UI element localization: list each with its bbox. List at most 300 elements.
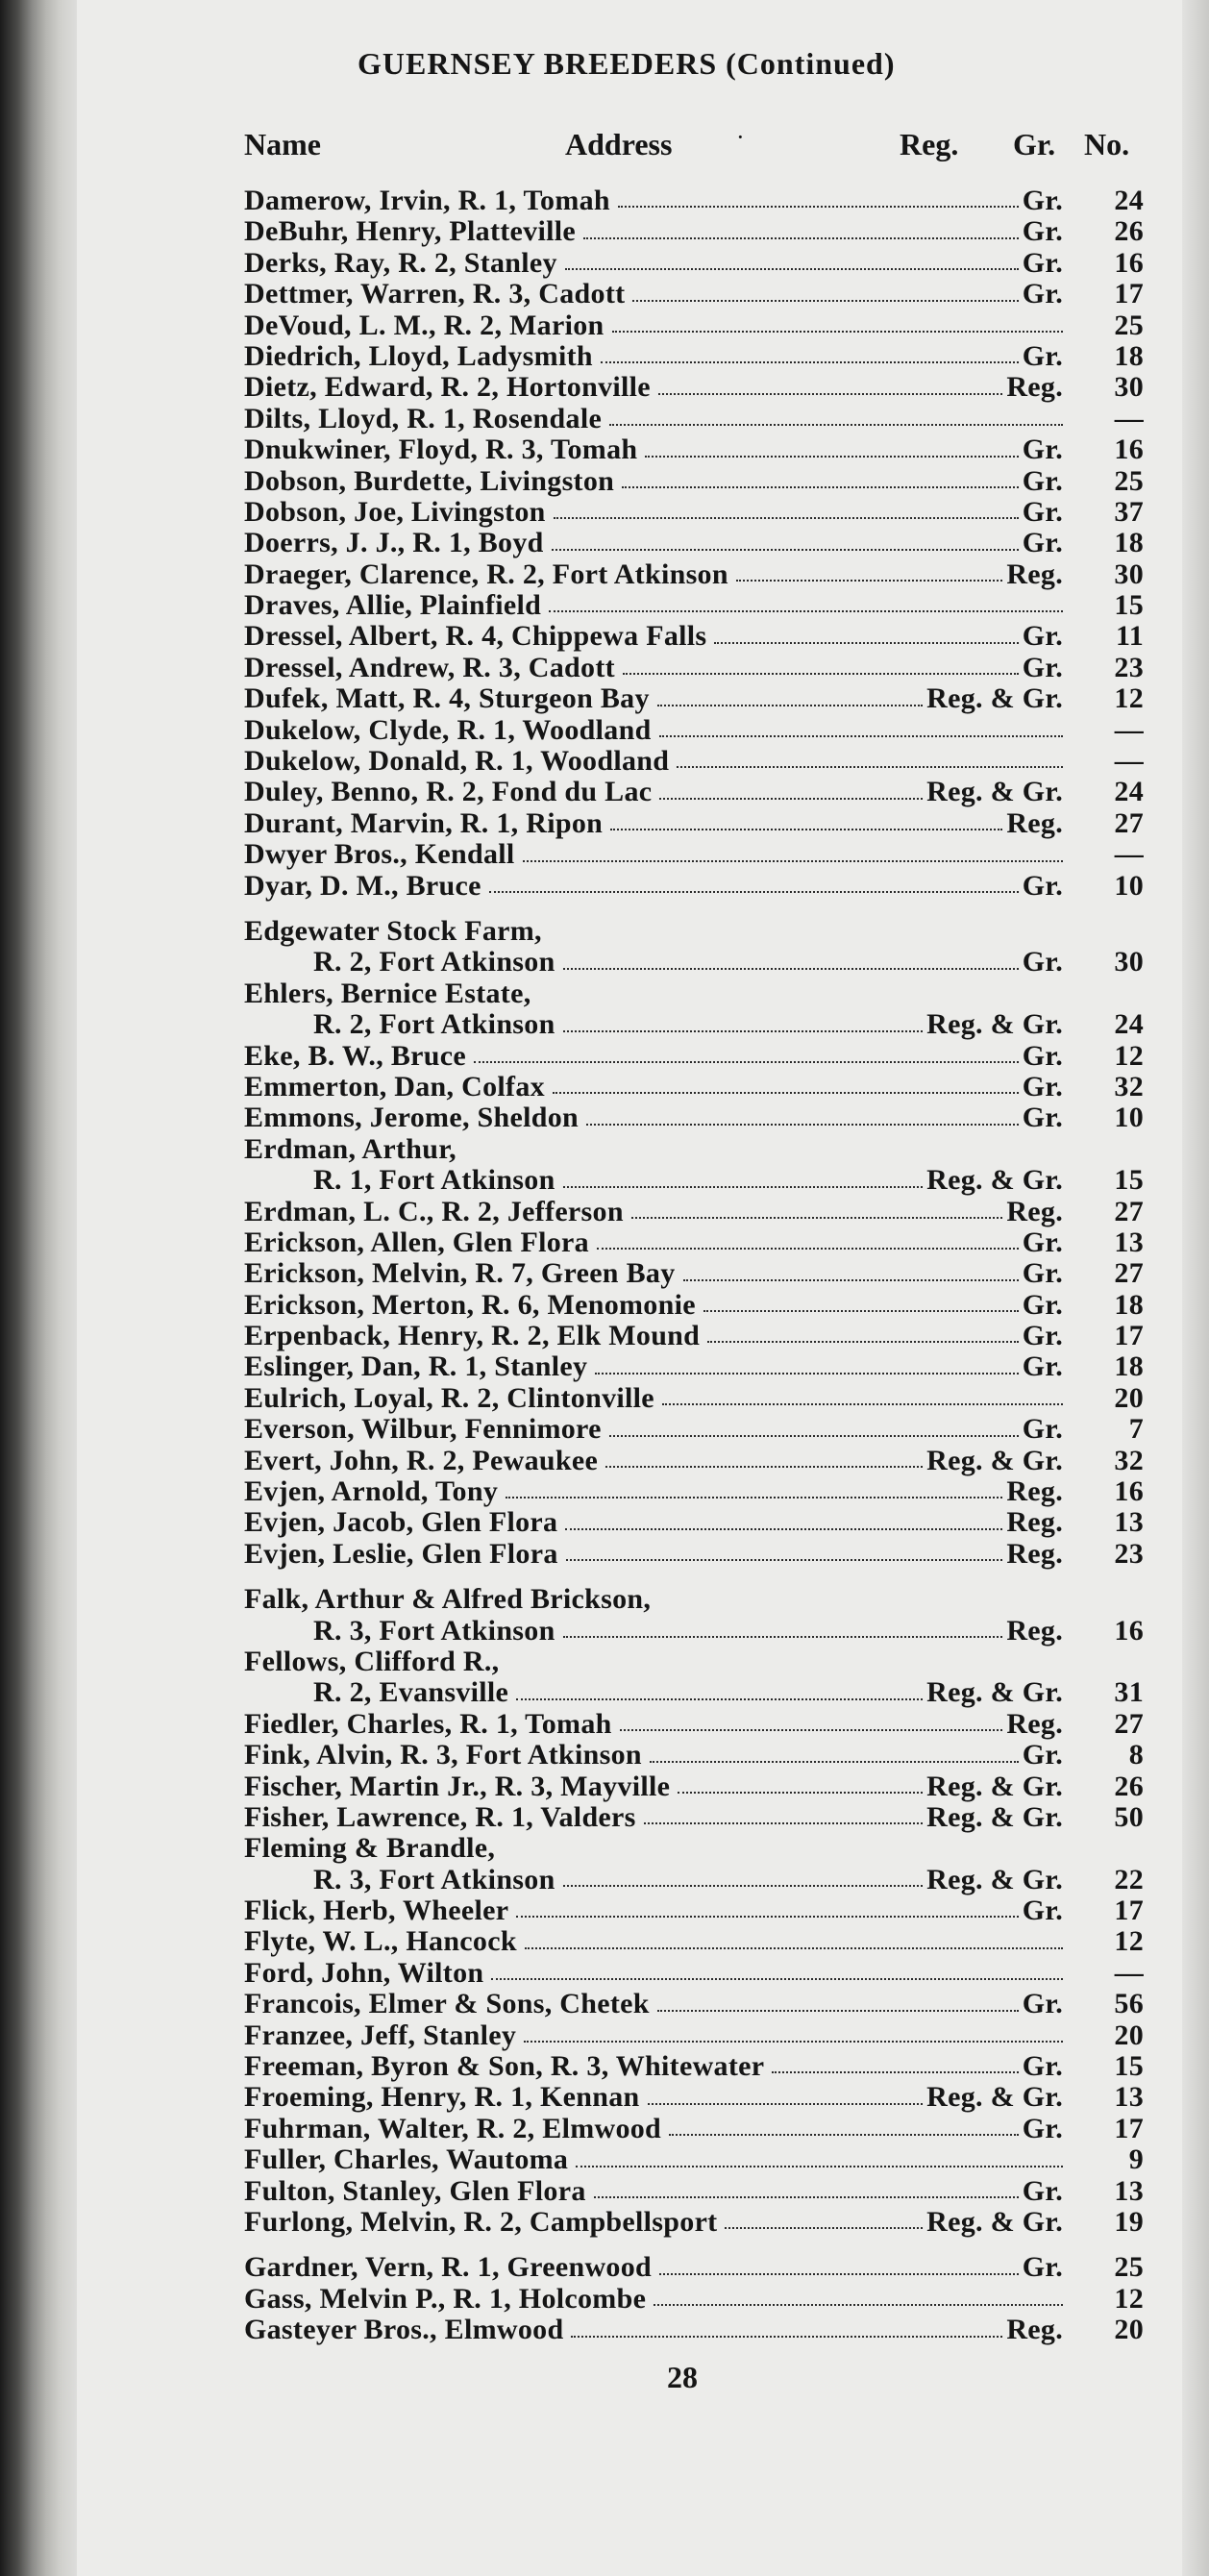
breeder-name-address: Dobson, Burdette, Livingston bbox=[244, 464, 615, 497]
dot-leader bbox=[523, 860, 1063, 862]
dot-leader bbox=[594, 2196, 1019, 2198]
breeder-name-address: Gardner, Vern, R. 1, Greenwood bbox=[244, 2251, 653, 2284]
dot-leader bbox=[623, 673, 1019, 675]
registration-code: Gr. bbox=[1022, 869, 1063, 902]
column-header-address: Address bbox=[565, 127, 673, 161]
dot-leader bbox=[563, 1636, 1003, 1638]
breeder-name-address: Dressel, Andrew, R. 3, Cadott bbox=[244, 651, 615, 683]
breeder-name-address: Flick, Herb, Wheeler bbox=[244, 1895, 509, 1927]
dot-leader bbox=[491, 1978, 1063, 1980]
registration-code: Reg. & Gr. bbox=[926, 682, 1063, 715]
breeder-name-address: Dukelow, Clyde, R. 1, Woodland bbox=[244, 713, 652, 746]
herd-count: 9 bbox=[1128, 2143, 1144, 2176]
registration-code: Gr. bbox=[1022, 185, 1063, 216]
dot-leader bbox=[605, 1466, 923, 1468]
registration-code: Reg. & Gr. bbox=[926, 1008, 1063, 1041]
breeder-name-address: R. 2, Fort Atkinson bbox=[313, 946, 555, 978]
breeder-entry bbox=[244, 466, 1144, 497]
breeder-entry bbox=[244, 1383, 1144, 1414]
breeder-entry bbox=[244, 683, 1144, 714]
breeder-name-address: Everson, Wilbur, Fennimore bbox=[244, 1413, 602, 1446]
herd-count: 24 bbox=[1114, 185, 1144, 216]
breeder-name-address: Fleming & Brandle, bbox=[244, 1832, 496, 1865]
registration-code: Reg. & Gr. bbox=[926, 776, 1063, 808]
herd-count: 10 bbox=[1114, 1102, 1144, 1134]
breeder-entry bbox=[244, 1290, 1144, 1321]
breeder-entry bbox=[244, 2176, 1144, 2207]
breeder-entry bbox=[244, 1771, 1144, 1802]
breeder-entry bbox=[244, 2207, 1144, 2238]
herd-count: 32 bbox=[1114, 1444, 1144, 1476]
page-title: GUERNSEY BREEDERS (Continued) bbox=[358, 46, 896, 81]
registration-code: Gr. bbox=[1022, 1413, 1063, 1446]
herd-count: 30 bbox=[1114, 946, 1144, 978]
breeder-name-address: Fellows, Clifford R., bbox=[244, 1645, 500, 1677]
breeder-name-address: Derks, Ray, R. 2, Stanley bbox=[244, 246, 557, 279]
herd-count: 25 bbox=[1114, 309, 1144, 341]
herd-count: 26 bbox=[1114, 215, 1144, 248]
herd-count: 7 bbox=[1128, 1413, 1144, 1446]
dot-leader bbox=[553, 1092, 1019, 1094]
breeder-name-address: Emmerton, Dan, Colfax bbox=[244, 1070, 545, 1102]
breeder-entry bbox=[244, 808, 1144, 839]
dot-leader bbox=[703, 1310, 1019, 1312]
breeder-name-address: Erickson, Merton, R. 6, Menomonie bbox=[244, 1288, 696, 1321]
herd-count: 8 bbox=[1128, 1739, 1144, 1771]
breeder-entry bbox=[244, 2020, 1144, 2051]
registration-code: Gr. bbox=[1022, 495, 1063, 528]
column-header-gr: Gr. bbox=[1013, 127, 1056, 161]
dot-leader bbox=[571, 2336, 1002, 2338]
breeder-name-address: R. 1, Fort Atkinson bbox=[313, 1164, 555, 1197]
registration-code: Gr. bbox=[1022, 1039, 1063, 1072]
breeder-name-address: Franzee, Jeff, Stanley bbox=[244, 2019, 517, 2051]
herd-count: — bbox=[1114, 1956, 1144, 1989]
breeder-name-address: Gass, Melvin P., R. 1, Holcombe bbox=[244, 2282, 647, 2315]
herd-count: 27 bbox=[1114, 1195, 1144, 1227]
herd-count: 16 bbox=[1114, 1614, 1144, 1647]
breeder-name-address: Dukelow, Donald, R. 1, Woodland bbox=[244, 745, 670, 778]
registration-code: Gr. bbox=[1022, 1257, 1063, 1290]
breeder-name-address: Draves, Allie, Plainfield bbox=[244, 589, 542, 622]
dot-leader bbox=[644, 1822, 923, 1824]
breeder-entry bbox=[244, 1677, 1144, 1708]
breeder-entry bbox=[244, 1197, 1144, 1227]
breeder-name-address: Falk, Arthur & Alfred Brickson, bbox=[244, 1583, 652, 1616]
breeder-entry bbox=[244, 1227, 1144, 1258]
dot-leader bbox=[565, 1528, 1002, 1530]
breeder-name-address: Furlong, Melvin, R. 2, Campbellsport bbox=[244, 2206, 718, 2238]
dot-leader bbox=[657, 705, 923, 706]
dot-leader bbox=[595, 1373, 1018, 1375]
registration-code: Reg. bbox=[1006, 806, 1063, 839]
registration-code: Reg. & Gr. bbox=[926, 2206, 1063, 2238]
herd-count: 13 bbox=[1114, 2081, 1144, 2114]
breeder-name-address: Eke, B. W., Bruce bbox=[244, 1039, 466, 1072]
breeder-name-address: Duley, Benno, R. 2, Fond du Lac bbox=[244, 776, 653, 808]
dot-leader bbox=[566, 1559, 1003, 1561]
breeder-name-address: Erdman, Arthur, bbox=[244, 1132, 456, 1165]
breeder-entry bbox=[244, 1833, 1144, 1864]
breeder-entry bbox=[244, 559, 1144, 590]
column-header-no: No. bbox=[1084, 127, 1130, 161]
breeder-name-address: Dressel, Albert, R. 4, Chippewa Falls bbox=[244, 620, 707, 653]
dot-leader bbox=[610, 829, 1002, 830]
breeder-name-address: Damerow, Irvin, R. 1, Tomah bbox=[244, 185, 610, 216]
breeder-entry bbox=[244, 1414, 1144, 1445]
breeder-entry bbox=[244, 528, 1144, 558]
breeder-name-address: Eslinger, Dan, R. 1, Stanley bbox=[244, 1350, 588, 1383]
breeder-entry bbox=[244, 1584, 1144, 1615]
breeder-name-address: Erickson, Allen, Glen Flora bbox=[244, 1226, 589, 1258]
dot-leader bbox=[474, 1061, 1019, 1063]
breeder-entry bbox=[244, 341, 1144, 372]
dot-leader bbox=[707, 1341, 1019, 1343]
dot-leader bbox=[612, 331, 1063, 333]
herd-count: 24 bbox=[1114, 776, 1144, 808]
breeder-entry bbox=[244, 777, 1144, 807]
breeder-entry bbox=[244, 1165, 1144, 1196]
breeder-entry bbox=[244, 1476, 1144, 1507]
breeder-name-address: Fink, Alvin, R. 3, Fort Atkinson bbox=[244, 1739, 642, 1771]
herd-count: 16 bbox=[1114, 246, 1144, 279]
breeder-entry bbox=[244, 746, 1144, 777]
breeder-name-address: Dufek, Matt, R. 4, Sturgeon Bay bbox=[244, 682, 650, 715]
registration-code: Gr. bbox=[1022, 1320, 1063, 1352]
breeder-name-address: Fisher, Lawrence, R. 1, Valders bbox=[244, 1800, 636, 1833]
registration-code: Gr. bbox=[1022, 339, 1063, 372]
breeder-name-address: Fischer, Martin Jr., R. 3, Mayville bbox=[244, 1770, 671, 1802]
herd-count: 30 bbox=[1114, 557, 1144, 590]
breeder-entry bbox=[244, 2051, 1144, 2082]
breeder-name-address: Froeming, Henry, R. 1, Kennan bbox=[244, 2081, 640, 2114]
breeder-entry bbox=[244, 1258, 1144, 1289]
herd-count: 37 bbox=[1114, 495, 1144, 528]
breeder-entry bbox=[244, 1072, 1144, 1102]
breeder-name-address: Flyte, W. L., Hancock bbox=[244, 1925, 517, 1958]
registration-code: Gr. bbox=[1022, 2050, 1063, 2083]
breeder-entry bbox=[244, 590, 1144, 621]
column-header-name: Name bbox=[244, 127, 321, 161]
book-spine-shadow bbox=[0, 0, 77, 2576]
breeder-entry bbox=[244, 404, 1144, 434]
breeder-name-address: Dnukwiner, Floyd, R. 3, Tomah bbox=[244, 433, 638, 466]
dot-leader bbox=[650, 1761, 1019, 1763]
page-edge bbox=[1182, 0, 1209, 2576]
herd-count: 17 bbox=[1114, 1895, 1144, 1927]
dot-leader bbox=[601, 361, 1019, 363]
registration-code: Reg. bbox=[1006, 1707, 1063, 1740]
breeder-name-address: Diedrich, Lloyd, Ladysmith bbox=[244, 339, 593, 372]
registration-code: Gr. bbox=[1022, 620, 1063, 653]
breeder-name-address: Evert, John, R. 2, Pewaukee bbox=[244, 1444, 599, 1476]
dot-leader bbox=[565, 268, 1019, 270]
registration-code: Gr. bbox=[1022, 464, 1063, 497]
registration-code: Gr. bbox=[1022, 2174, 1063, 2207]
breeder-entry bbox=[244, 1740, 1144, 1771]
registration-code: Reg. & Gr. bbox=[926, 1444, 1063, 1476]
herd-count: 25 bbox=[1114, 2251, 1144, 2284]
breeder-entry bbox=[244, 497, 1144, 528]
dot-leader bbox=[714, 642, 1018, 644]
herd-count: 32 bbox=[1114, 1070, 1144, 1102]
breeder-name-address: Erickson, Melvin, R. 7, Green Bay bbox=[244, 1257, 676, 1290]
registration-code: Reg. & Gr. bbox=[926, 2081, 1063, 2114]
dot-leader bbox=[659, 798, 923, 800]
herd-count: 16 bbox=[1114, 433, 1144, 466]
dot-leader bbox=[772, 2071, 1018, 2073]
breeder-entry bbox=[244, 1041, 1144, 1072]
breeder-entry bbox=[244, 2284, 1144, 2315]
dot-leader bbox=[736, 580, 1002, 582]
registration-code: Reg. bbox=[1006, 1475, 1063, 1508]
herd-count: 17 bbox=[1114, 2112, 1144, 2144]
herd-count: 12 bbox=[1114, 2282, 1144, 2315]
breeder-name-address: R. 3, Fort Atkinson bbox=[313, 1863, 555, 1895]
herd-count: 18 bbox=[1114, 339, 1144, 372]
breeder-entry bbox=[244, 978, 1144, 1009]
column-header-reg: Reg. bbox=[900, 127, 959, 161]
breeder-entry bbox=[244, 653, 1144, 683]
herd-count: 20 bbox=[1114, 2314, 1144, 2346]
herd-count: 24 bbox=[1114, 1008, 1144, 1041]
dot-leader bbox=[506, 1497, 1002, 1499]
registration-code: Gr. bbox=[1022, 527, 1063, 559]
herd-count: 12 bbox=[1114, 1039, 1144, 1072]
dot-leader bbox=[549, 610, 1063, 612]
breeder-entry bbox=[244, 1865, 1144, 1895]
dot-leader bbox=[516, 1698, 923, 1700]
herd-count: 13 bbox=[1114, 1226, 1144, 1258]
page-number: 28 bbox=[667, 2360, 698, 2394]
breeder-entry bbox=[244, 248, 1144, 279]
herd-count: 56 bbox=[1114, 1988, 1144, 2020]
herd-count: 17 bbox=[1114, 278, 1144, 310]
dot-leader bbox=[659, 735, 1063, 737]
herd-count: 20 bbox=[1114, 1381, 1144, 1414]
breeder-entry bbox=[244, 310, 1144, 341]
herd-count: 31 bbox=[1114, 1676, 1144, 1709]
dot-leader bbox=[554, 517, 1019, 519]
breeder-entry bbox=[244, 1102, 1144, 1133]
herd-count: 10 bbox=[1114, 869, 1144, 902]
breeder-name-address: Dilts, Lloyd, R. 1, Rosendale bbox=[244, 402, 603, 434]
breeder-entry bbox=[244, 1895, 1144, 1926]
dot-leader bbox=[662, 1403, 1063, 1405]
dot-leader bbox=[622, 486, 1019, 488]
herd-count: 19 bbox=[1114, 2206, 1144, 2238]
registration-code: Gr. bbox=[1022, 2112, 1063, 2144]
dot-leader bbox=[654, 2304, 1063, 2306]
breeder-entry bbox=[244, 279, 1144, 310]
dot-leader bbox=[576, 2166, 1063, 2167]
breeder-name-address: R. 2, Fort Atkinson bbox=[313, 1008, 555, 1041]
registration-code: Reg. & Gr. bbox=[926, 1800, 1063, 1833]
breeder-list bbox=[244, 186, 1144, 2346]
breeder-name-address: Doerrs, J. J., R. 1, Boyd bbox=[244, 527, 544, 559]
breeder-entry bbox=[244, 434, 1144, 465]
breeder-entry bbox=[244, 715, 1144, 746]
herd-count: 50 bbox=[1114, 1800, 1144, 1833]
herd-count: — bbox=[1114, 713, 1144, 746]
herd-count: — bbox=[1114, 838, 1144, 871]
registration-code: Gr. bbox=[1022, 1739, 1063, 1771]
registration-code: Gr. bbox=[1022, 1102, 1063, 1134]
dot-leader bbox=[563, 1885, 924, 1887]
breeder-name-address: R. 3, Fort Atkinson bbox=[313, 1614, 555, 1647]
dot-leader bbox=[489, 891, 1019, 893]
registration-code: Gr. bbox=[1022, 215, 1063, 248]
breeder-entry bbox=[244, 2144, 1144, 2175]
herd-count: 20 bbox=[1114, 2019, 1144, 2051]
dot-leader bbox=[683, 1279, 1019, 1281]
registration-code: Reg. & Gr. bbox=[926, 1164, 1063, 1197]
herd-count: 15 bbox=[1114, 1164, 1144, 1197]
registration-code: Gr. bbox=[1022, 651, 1063, 683]
breeder-entry bbox=[244, 1351, 1144, 1382]
breeder-name-address: Fiedler, Charles, R. 1, Tomah bbox=[244, 1707, 612, 1740]
herd-count: 23 bbox=[1114, 651, 1144, 683]
breeder-name-address: Ford, John, Wilton bbox=[244, 1956, 484, 1989]
herd-count: — bbox=[1114, 402, 1144, 434]
breeder-entry bbox=[244, 186, 1144, 216]
registration-code: Gr. bbox=[1022, 1895, 1063, 1927]
registration-code: Reg. bbox=[1006, 371, 1063, 404]
breeder-entry bbox=[244, 871, 1144, 902]
dot-leader bbox=[669, 2134, 1019, 2136]
registration-code: Reg. bbox=[1006, 1506, 1063, 1539]
breeder-name-address: Dobson, Joe, Livingston bbox=[244, 495, 546, 528]
breeder-entry bbox=[244, 839, 1144, 870]
herd-count: 12 bbox=[1114, 682, 1144, 715]
registration-code: Reg. & Gr. bbox=[926, 1676, 1063, 1709]
breeder-name-address: Evjen, Leslie, Glen Flora bbox=[244, 1537, 558, 1570]
registration-code: Gr. bbox=[1022, 946, 1063, 978]
herd-count: 26 bbox=[1114, 1770, 1144, 1802]
registration-code: Reg. bbox=[1006, 2314, 1063, 2346]
breeder-entry bbox=[244, 947, 1144, 978]
breeder-entry bbox=[244, 1989, 1144, 2019]
registration-code: Reg. bbox=[1006, 1537, 1063, 1570]
breeder-name-address: Evjen, Jacob, Glen Flora bbox=[244, 1506, 558, 1539]
herd-count: 18 bbox=[1114, 1288, 1144, 1321]
breeder-name-address: Dietz, Edward, R. 2, Hortonville bbox=[244, 371, 651, 404]
breeder-name-address: Evjen, Arnold, Tony bbox=[244, 1475, 499, 1508]
registration-code: Gr. bbox=[1022, 433, 1063, 466]
herd-count: 15 bbox=[1114, 2050, 1144, 2083]
dot-leader bbox=[659, 2273, 1019, 2275]
herd-count: 27 bbox=[1114, 806, 1144, 839]
dot-leader bbox=[609, 424, 1063, 426]
dot-leader bbox=[645, 456, 1018, 458]
registration-code: Reg. & Gr. bbox=[926, 1770, 1063, 1802]
registration-code: Gr. bbox=[1022, 1988, 1063, 2020]
registration-code: Reg. & Gr. bbox=[926, 1863, 1063, 1895]
breeder-entry bbox=[244, 1802, 1144, 1833]
breeder-name-address: R. 2, Evansville bbox=[313, 1676, 509, 1709]
breeder-entry bbox=[244, 2082, 1144, 2113]
breeder-name-address: Gasteyer Bros., Elmwood bbox=[244, 2314, 564, 2346]
dot-leader bbox=[597, 1248, 1019, 1250]
breeder-entry bbox=[244, 2114, 1144, 2144]
breeder-name-address: Ehlers, Bernice Estate, bbox=[244, 977, 531, 1009]
breeder-name-address: Edgewater Stock Farm, bbox=[244, 914, 542, 947]
breeder-name-address: Dettmer, Warren, R. 3, Cadott bbox=[244, 278, 626, 310]
breeder-entry bbox=[244, 1446, 1144, 1476]
breeder-entry bbox=[244, 1134, 1144, 1165]
herd-count: 11 bbox=[1116, 620, 1144, 653]
breeder-entry bbox=[244, 1616, 1144, 1647]
breeder-entry bbox=[244, 621, 1144, 652]
breeder-entry bbox=[244, 1958, 1144, 1989]
breeder-name-address: Fuller, Charles, Wautoma bbox=[244, 2143, 569, 2176]
dot-leader bbox=[552, 549, 1019, 551]
registration-code: Gr. bbox=[1022, 1350, 1063, 1383]
breeder-entry bbox=[244, 2252, 1144, 2283]
breeder-name-address: Erpenback, Henry, R. 2, Elk Mound bbox=[244, 1320, 701, 1352]
breeder-name-address: Freeman, Byron & Son, R. 3, Whitewater bbox=[244, 2050, 765, 2083]
dot-leader bbox=[618, 206, 1019, 208]
dot-leader bbox=[631, 1217, 1003, 1219]
herd-count: 27 bbox=[1114, 1257, 1144, 1290]
herd-count: 13 bbox=[1114, 1506, 1144, 1539]
herd-count: 13 bbox=[1114, 2174, 1144, 2207]
herd-count: 18 bbox=[1114, 527, 1144, 559]
breeder-name-address: Francois, Elmer & Sons, Chetek bbox=[244, 1988, 650, 2020]
breeder-name-address: Dyar, D. M., Bruce bbox=[244, 869, 481, 902]
breeder-name-address: Erdman, L. C., R. 2, Jefferson bbox=[244, 1195, 624, 1227]
dot-leader bbox=[525, 1947, 1063, 1949]
herd-count: 27 bbox=[1114, 1707, 1144, 1740]
breeder-name-address: Draeger, Clarence, R. 2, Fort Atkinson bbox=[244, 557, 728, 590]
breeder-entry bbox=[244, 2315, 1144, 2345]
registration-code: Gr. bbox=[1022, 2251, 1063, 2284]
dot-leader bbox=[620, 1729, 1003, 1731]
dot-leader bbox=[677, 766, 1063, 768]
dot-leader bbox=[586, 1124, 1019, 1126]
breeder-entry bbox=[244, 1009, 1144, 1040]
registration-code: Gr. bbox=[1022, 1070, 1063, 1102]
breeder-entry bbox=[244, 916, 1144, 947]
dot-leader bbox=[648, 2103, 924, 2105]
breeder-name-address: Emmons, Jerome, Sheldon bbox=[244, 1102, 580, 1134]
herd-count: 17 bbox=[1114, 1320, 1144, 1352]
dot-leader bbox=[657, 2010, 1019, 2012]
dot-leader bbox=[563, 1030, 924, 1032]
dot-leader bbox=[725, 2227, 923, 2229]
breeder-entry bbox=[244, 1539, 1144, 1570]
breeder-entry bbox=[244, 1507, 1144, 1538]
registration-code: Gr. bbox=[1022, 1226, 1063, 1258]
breeder-entry bbox=[244, 372, 1144, 403]
dot-leader bbox=[563, 968, 1019, 970]
registration-code: Reg. bbox=[1006, 1195, 1063, 1227]
dot-leader bbox=[563, 1186, 924, 1188]
dot-leader bbox=[609, 1435, 1019, 1437]
dot-leader bbox=[678, 1792, 923, 1794]
breeder-name-address: Fuhrman, Walter, R. 2, Elmwood bbox=[244, 2112, 662, 2144]
registration-code: Reg. bbox=[1006, 557, 1063, 590]
breeder-entry bbox=[244, 1321, 1144, 1351]
breeder-name-address: Eulrich, Loyal, R. 2, Clintonville bbox=[244, 1381, 654, 1414]
breeder-entry bbox=[244, 1709, 1144, 1740]
dot-leader bbox=[658, 393, 1002, 395]
breeder-name-address: Durant, Marvin, R. 1, Ripon bbox=[244, 806, 604, 839]
dot-leader bbox=[524, 2041, 1063, 2043]
herd-count: 12 bbox=[1114, 1925, 1144, 1958]
breeder-entry bbox=[244, 216, 1144, 247]
herd-count: 22 bbox=[1114, 1863, 1144, 1895]
